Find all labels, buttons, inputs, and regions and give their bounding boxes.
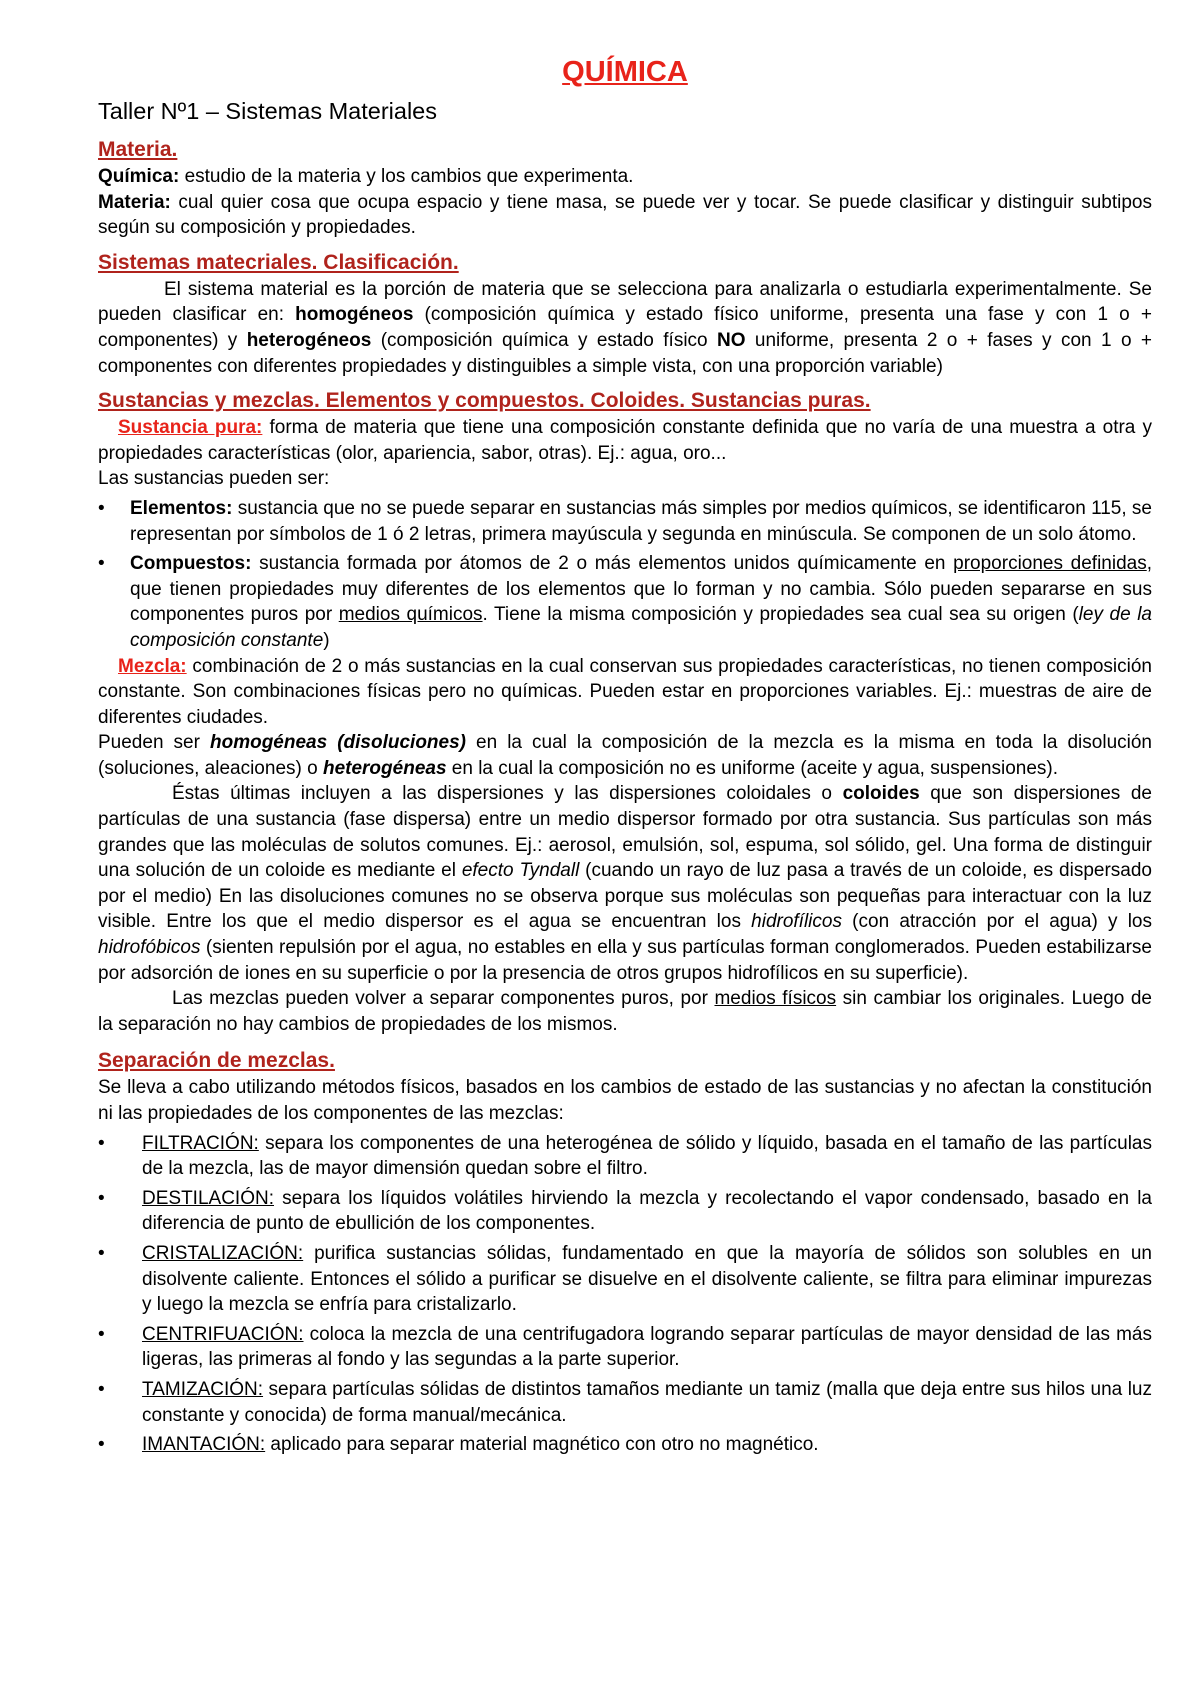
text-span: sustancia formada por átomos de 2 o más elementos unidos químicamente en <box>251 553 954 575</box>
paragraph-coloides <box>98 781 1152 986</box>
paragraph-pueden-ser-mezclas <box>98 730 1152 781</box>
underline-medios-fisicos: medios físicos <box>714 988 837 1010</box>
text-span: , que tienen propiedades muy diferentes de los elementos que lo forman y no cambia. Sólo pueden separarse en sus componentes puros por <box>130 553 1152 626</box>
text-span: separa los componentes de una heterogénea de sólido y líquido, basada en el tamaño de las partículas de la mezcla, las de mayor dimensión quedan sobre el filtro. <box>142 1132 1152 1180</box>
document-subtitle: Taller Nº1 – Sistemas Materiales <box>98 98 438 124</box>
definition-quimica <box>98 164 1152 190</box>
heading-separacion: Separación de mezclas. <box>98 1049 335 1073</box>
text-materia: cual quier cosa que ocupa espacio y tiene masa, se puede ver y tocar. Se puede clasificar y distinguir subtipos según su composición y propiedades. <box>98 191 1152 239</box>
label-elementos: Elementos: <box>130 497 233 519</box>
list-item-text <box>142 1432 1152 1458</box>
label-cristalizacion: CRISTALIZACIÓN: <box>142 1242 304 1264</box>
label-quimica: Química: <box>98 166 180 187</box>
bold-homogeneos: homogéneos <box>295 304 414 326</box>
paragraph-sistemas <box>98 277 1152 379</box>
text-span: coloca la mezcla de una centrifugadora logrando separar partículas de mayor densidad de las más ligeras, las primeras al fondo y las segundas a la parte superior. <box>142 1323 1152 1371</box>
paragraph-sustancia-pura <box>98 415 1152 466</box>
heading-sustancias: Sustancias y mezclas. Elementos y compuestos. Coloides. Sustancias puras. <box>98 389 871 413</box>
bold-coloides: coloides <box>842 783 920 805</box>
text-span: ) <box>323 629 330 651</box>
list-item-text <box>142 1377 1152 1428</box>
list-item-text <box>142 1241 1152 1318</box>
text-quimica: estudio de la materia y los cambios que experimenta. <box>179 166 634 187</box>
list-item-text <box>130 551 1152 653</box>
label-materia: Materia: <box>98 191 171 213</box>
document-title: QUÍMICA <box>562 56 688 88</box>
bullet-icon: • <box>98 1323 105 1345</box>
text-span: uniforme, presenta 2 o + fases y con 1 o + componentes con diferentes propiedades y distinguibles a simple vista, con una proporción variable) <box>98 329 1152 377</box>
bullet-icon: • <box>98 553 105 575</box>
list-item-text <box>142 1186 1152 1237</box>
text-span: (sienten repulsión por el agua, no estables en ella y sus partículas forman conglomerados. Pueden estabilizarse por adsorción de iones en su superficie o por la presencia de otros grupos hidrofílicos en su superficie). <box>98 937 1152 984</box>
bullet-icon: • <box>98 1434 105 1456</box>
underline-medios-quimicos: medios químicos <box>338 604 483 626</box>
list-item-text <box>142 1322 1152 1373</box>
list-item-elementos <box>98 496 1152 547</box>
list-item-imantacion <box>98 1432 1152 1458</box>
text-span: (cuando un rayo de luz pasa a través de un coloide, es dispersado por el medio) En las disoluciones comunes no se observa porque sus moléculas son pequeñas para interactuar con la luz visible. Entre los que el medio dispersor es el agua se encuentran los <box>98 860 1152 933</box>
label-filtracion: FILTRACIÓN: <box>142 1132 259 1154</box>
label-tamizacion: TAMIZACIÓN: <box>142 1378 264 1400</box>
label-mezcla: Mezcla: <box>118 655 187 677</box>
text-span: Éstas últimas incluyen a las dispersiones y las dispersiones coloidales o <box>172 783 843 805</box>
text-span: aplicado para separar material magnético con otro no magnético. <box>265 1434 819 1456</box>
text-span: Pueden ser <box>98 732 210 754</box>
bullet-icon: • <box>98 1242 105 1264</box>
text-span: Las mezclas pueden volver a separar componentes puros, por <box>172 988 715 1010</box>
italic-efecto-tyndall: efecto Tyndall <box>461 860 580 882</box>
bold-no: NO <box>717 329 746 351</box>
list-item-compuestos <box>98 551 1152 653</box>
paragraph-separar-componentes <box>98 986 1152 1037</box>
text-span: (composición química y estado físico uniforme, presenta una fase y con 1 o + componentes) y <box>98 304 1152 351</box>
list-item-destilacion <box>98 1186 1152 1237</box>
label-compuestos: Compuestos: <box>130 553 252 575</box>
underline-proporciones: proporciones definidas <box>953 553 1147 575</box>
list-item-text <box>130 496 1152 547</box>
text-span: en la cual la composición no es uniforme (aceite y agua, suspensiones). <box>446 757 1059 779</box>
italic-hidrofobicos: hidrofóbicos <box>98 937 201 959</box>
bullet-icon: • <box>98 1378 105 1400</box>
paragraph-mezcla <box>98 654 1152 731</box>
label-centrifuacion: CENTRIFUACIÓN: <box>142 1323 304 1345</box>
text-span: purifica sustancias sólidas, fundamentado en que la mayoría de sólidos son solubles en un disolvente caliente. Entonces el sólido a purificar se disuelve en el disolvente caliente, se filtra para eliminar impurezas y luego la mezcla se enfría para cristalizarlo. <box>142 1242 1152 1316</box>
text-span: sin cambiar los originales. Luego de la separación no hay cambios de propiedades de los mismos. <box>98 988 1152 1035</box>
text-span: en la cual la composición de la mezcla es la misma en toda la disolución (soluciones, aleaciones) o <box>98 732 1152 779</box>
text-span: separa partículas sólidas de distintos tamaños mediante un tamiz (malla que deja entre sus hilos una luz constante y conocida) de forma manual/mecánica. <box>142 1378 1152 1426</box>
bullet-icon: • <box>98 1187 105 1209</box>
label-sustancia-pura: Sustancia pura: <box>118 417 263 439</box>
heading-materia: Materia. <box>98 138 178 161</box>
heading-sistemas: Sistemas matecriales. Clasificación. <box>98 250 459 274</box>
bold-italic-homogeneas: homogéneas (disoluciones) <box>209 732 466 754</box>
bold-italic-heterogeneas: heterogéneas <box>322 757 447 779</box>
paragraph-separacion-intro: Se lleva a cabo utilizando métodos físicos, basados en los cambios de estado de las sustancias y no afectan la constitución ni las propiedades de los componentes de las mezclas: <box>98 1077 1152 1124</box>
text-span: combinación de 2 o más sustancias en la cual conservan sus propiedades características, no tienen composición constante. Son combinaciones físicas pero no químicas. Pueden estar en proporciones variables. Ej.: muestras de aire de diferentes ciudades. <box>98 655 1152 728</box>
bold-heterogeneos: heterogéneos <box>246 329 372 351</box>
text-span: . Tiene la misma composición y propiedades sea cual sea su origen ( <box>482 604 1079 626</box>
list-item-text <box>142 1131 1152 1182</box>
list-item-cristalizacion <box>98 1241 1152 1318</box>
list-item-tamizacion <box>98 1377 1152 1428</box>
list-item-filtracion <box>98 1131 1152 1182</box>
text-span: que son dispersiones de partículas de una sustancia (fase dispersa) entre un medio dispersor formado por otra sustancia. Sus partículas son más grandes que las moléculas de solutos comunes. Ej.: aerosol, emulsión, sol, espuma, sol sólido, gel. Una forma de distinguir una solución de un coloide es mediante el <box>98 783 1152 882</box>
text-span: (composición química y estado físico <box>371 329 718 351</box>
definition-materia <box>98 190 1152 241</box>
text-span: sustancia que no se puede separar en sustancias más simples por medios químicos, se identificaron 115, se representan por símbolos de 1 ó 2 letras, primera mayúscula y segunda en minúscula. Se componen de un solo átomo. <box>130 497 1152 545</box>
bullet-icon: • <box>98 1132 105 1154</box>
text-span: separa los líquidos volátiles hirviendo la mezcla y recolectando el vapor condensado, basado en la diferencia de punto de ebullición de los componentes. <box>142 1187 1152 1235</box>
paragraph-pueden-ser: Las sustancias pueden ser: <box>98 468 330 490</box>
text-span: forma de materia que tiene una composición constante definida que no varía de una muestra a otra y propiedades características (olor, apariencia, sabor, otras). Ej.: agua, oro... <box>98 417 1152 464</box>
bullet-icon: • <box>98 497 105 519</box>
italic-ley: ley de la composición constante <box>130 604 1152 651</box>
label-destilacion: DESTILACIÓN: <box>142 1187 274 1209</box>
italic-hidrofilicos: hidrofílicos <box>751 911 842 933</box>
list-item-centrifugacion <box>98 1322 1152 1373</box>
text-span: El sistema material es la porción de materia que se selecciona para analizarla o estudiarla experimentalmente. Se pueden clasificar en: <box>98 278 1152 326</box>
label-imantacion: IMANTACIÓN: <box>142 1434 266 1456</box>
text-span: (con atracción por el agua) y los <box>841 911 1152 933</box>
